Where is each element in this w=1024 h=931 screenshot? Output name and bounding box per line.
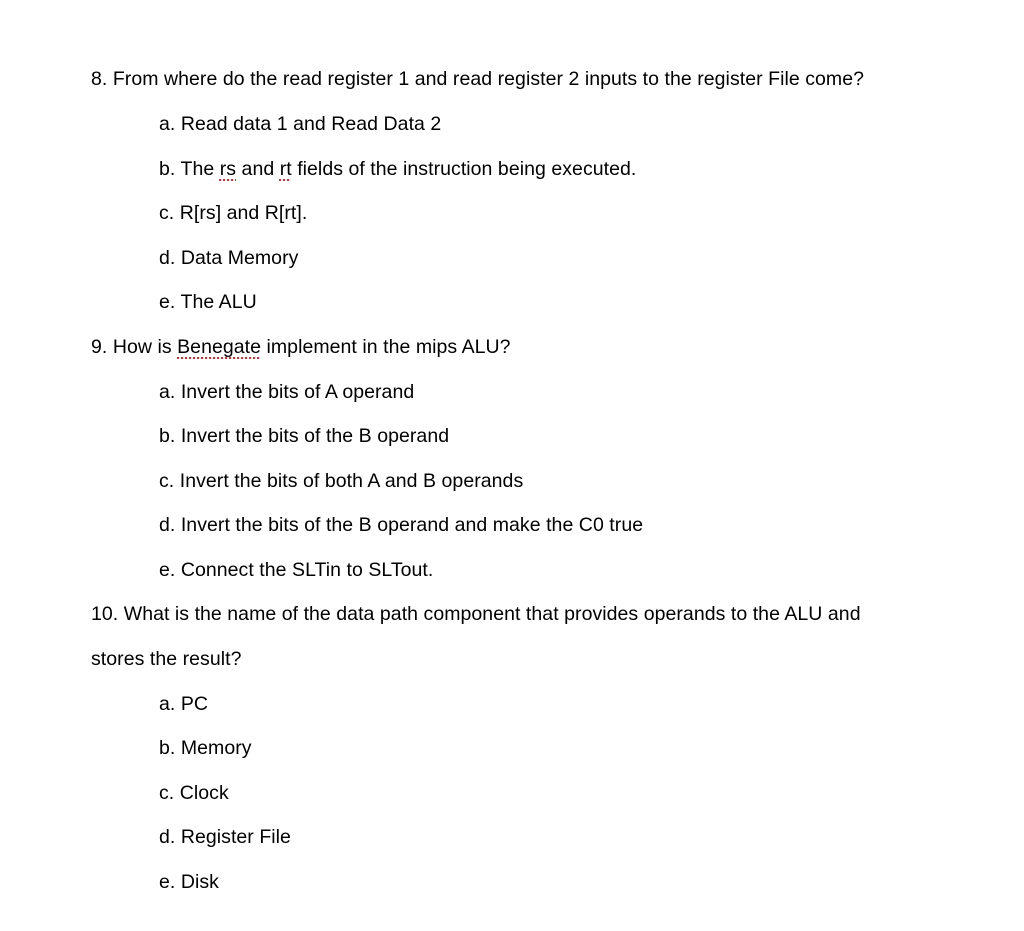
q10-option-d: d. Register File bbox=[159, 826, 291, 848]
q8-option-a: a. Read data 1 and Read Data 2 bbox=[159, 113, 442, 135]
question-number: 8. bbox=[91, 68, 108, 90]
q9-option-c: c. Invert the bits of both A and B operands bbox=[159, 470, 524, 492]
q8-option-b: b. The rs and rt fields of the instruction being executed. bbox=[159, 158, 637, 180]
q8-option-d: d. Data Memory bbox=[159, 247, 299, 269]
question-number: 10. bbox=[91, 603, 119, 625]
q9-option-d: d. Invert the bits of the B operand and make the C0 true bbox=[159, 514, 644, 536]
spellcheck-word-rt: rt bbox=[279, 158, 292, 180]
question-text: From where do the read register 1 and read register 2 inputs to the register File come? bbox=[112, 68, 864, 90]
q10-option-c: c. Clock bbox=[159, 782, 229, 804]
q10-option-b: b. Memory bbox=[159, 737, 252, 759]
q10-option-a: a. PC bbox=[159, 693, 209, 715]
spellcheck-word-rs: rs bbox=[219, 158, 237, 180]
question-10: 10. What is the name of the data path component that provides operands to the ALU and bbox=[91, 603, 861, 625]
q8-option-c: c. R[rs] and R[rt]. bbox=[159, 202, 308, 224]
question-9: 9. How is Benegate implement in the mips ALU? bbox=[91, 336, 511, 358]
q9-option-a: a. Invert the bits of A operand bbox=[159, 381, 415, 403]
question-number: 9. bbox=[91, 336, 108, 358]
q9-option-b: b. Invert the bits of the B operand bbox=[159, 425, 450, 447]
q9-option-e: e. Connect the SLTin to SLTout. bbox=[159, 559, 434, 581]
q8-option-e: e. The ALU bbox=[159, 291, 257, 313]
question-8 bbox=[91, 67, 864, 91]
q10-option-e: e. Disk bbox=[159, 871, 219, 893]
spellcheck-word-benegate: Benegate bbox=[177, 336, 262, 358]
question-10-continued: stores the result? bbox=[91, 648, 242, 670]
